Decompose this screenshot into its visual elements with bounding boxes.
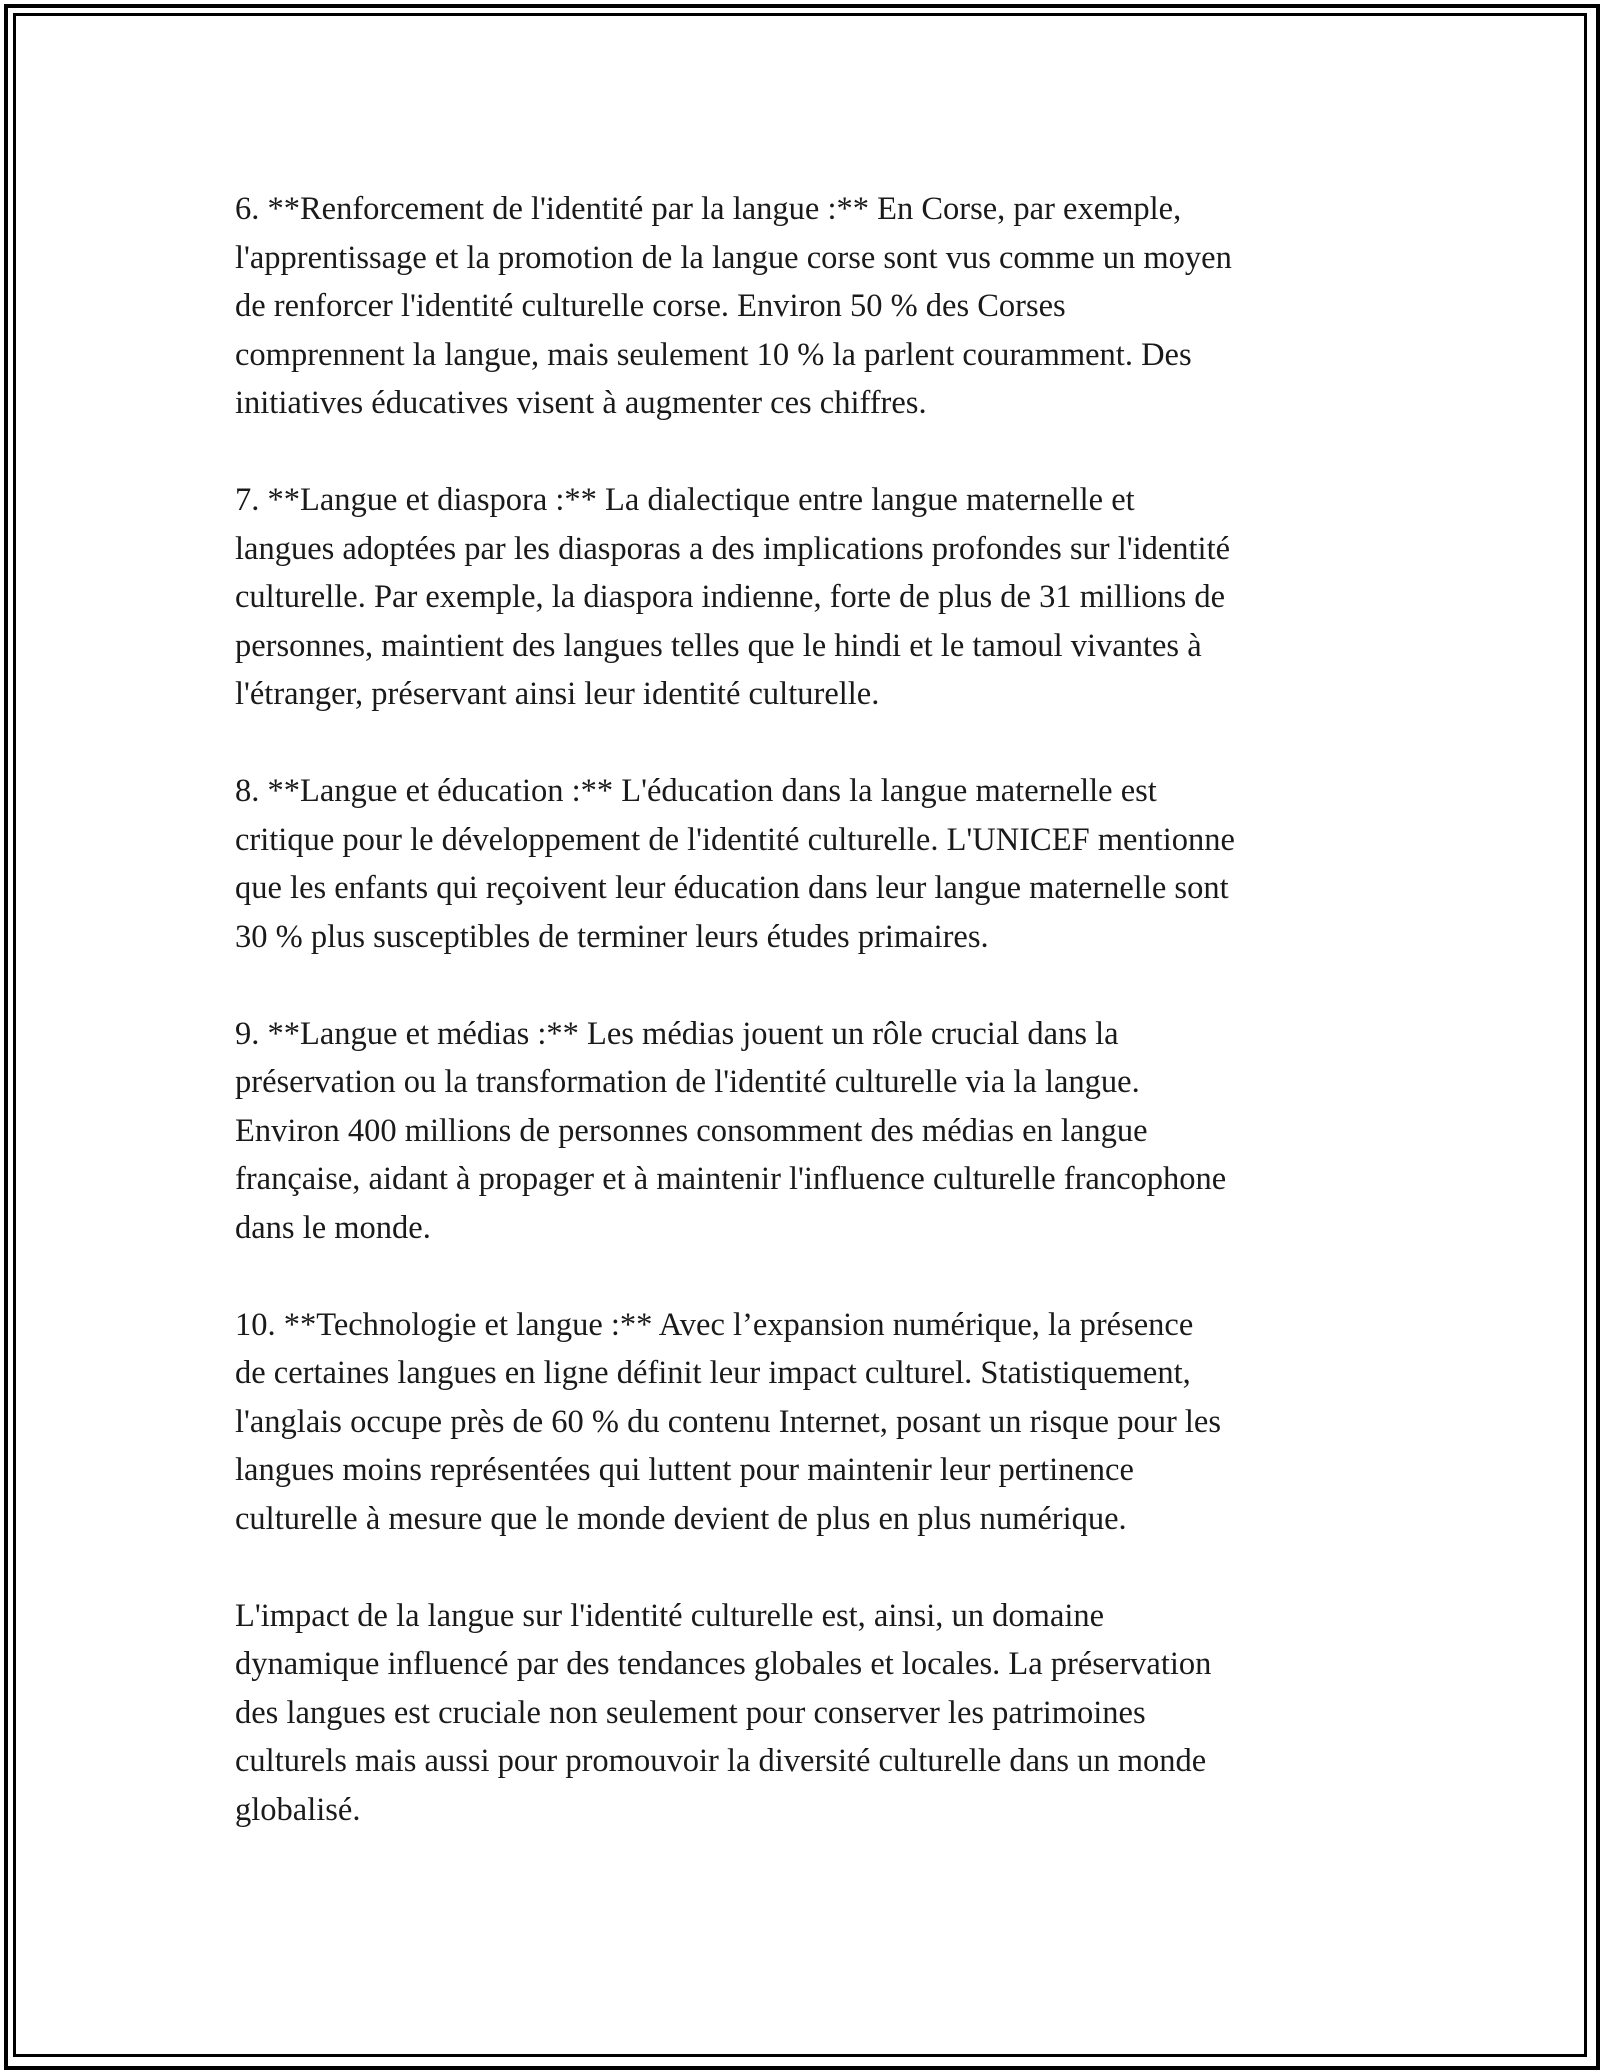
text-line: langues adoptées par les diasporas a des implications profondes sur l'identité [235, 530, 1231, 567]
paragraph-item-7 [235, 476, 1375, 719]
text-line: culturels mais aussi pour promouvoir la diversité culturelle dans un monde [235, 1743, 1207, 1779]
text-line: culturelle. Par exemple, la diaspora indienne, forte de plus de 31 millions de [235, 579, 1226, 615]
text-line: 8. **Langue et éducation :** L'éducation dans la langue maternelle est [235, 773, 1157, 809]
document-body [235, 185, 1375, 1883]
text-line: des langues est cruciale non seulement pour conserver les patrimoines [235, 1694, 1146, 1731]
text-line: 6. **Renforcement de l'identité par la langue :** En Corse, par exemple, [235, 191, 1182, 227]
text-line: L'impact de la langue sur l'identité culturelle est, ainsi, un domaine [235, 1597, 1105, 1634]
text-line: préservation ou la transformation de l'identité culturelle via la langue. [235, 1064, 1140, 1100]
text-line: 7. **Langue et diaspora :** La dialectique entre langue maternelle et [235, 482, 1135, 518]
text-line: française, aidant à propager et à maintenir l'influence culturelle francophone [235, 1161, 1227, 1197]
paragraph-conclusion [235, 1592, 1375, 1835]
paragraph-item-6 [235, 185, 1375, 428]
text-line: langues moins représentées qui luttent pour maintenir leur pertinence [235, 1452, 1134, 1488]
paragraph-item-9 [235, 1010, 1375, 1253]
text-line: 9. **Langue et médias :** Les médias jouent un rôle crucial dans la [235, 1015, 1119, 1052]
text-line: dans le monde. [235, 1209, 431, 1246]
text-line: culturelle à mesure que le monde devient de plus en plus numérique. [235, 1500, 1127, 1537]
text-line: de certaines langues en ligne définit leur impact culturel. Statistiquement, [235, 1355, 1191, 1391]
text-line: initiatives éducatives visent à augmenter ces chiffres. [235, 385, 927, 421]
text-line: l'apprentissage et la promotion de la langue corse sont vus comme un moyen [235, 239, 1232, 276]
text-line: l'anglais occupe près de 60 % du contenu Internet, posant un risque pour les [235, 1403, 1221, 1440]
text-line: que les enfants qui reçoivent leur éducation dans leur langue maternelle sont [235, 870, 1229, 906]
text-line: critique pour le développement de l'identité culturelle. L'UNICEF mentionne [235, 821, 1235, 858]
text-line: globalisé. [235, 1791, 361, 1828]
text-line: personnes, maintient des langues telles que le hindi et le tamoul vivantes à [235, 627, 1202, 664]
text-line: 30 % plus susceptibles de terminer leurs études primaires. [235, 918, 989, 955]
text-line: 10. **Technologie et langue :** Avec l’expansion numérique, la présence [235, 1306, 1194, 1343]
paragraph-item-8 [235, 767, 1375, 961]
text-line: de renforcer l'identité culturelle corse. Environ 50 % des Corses [235, 288, 1066, 324]
text-line: comprennent la langue, mais seulement 10 % la parlent couramment. Des [235, 336, 1192, 373]
text-line: l'étranger, préservant ainsi leur identité culturelle. [235, 676, 880, 712]
text-line: Environ 400 millions de personnes consomment des médias en langue [235, 1112, 1148, 1149]
text-line: dynamique influencé par des tendances globales et locales. La préservation [235, 1646, 1212, 1682]
paragraph-item-10 [235, 1301, 1375, 1544]
